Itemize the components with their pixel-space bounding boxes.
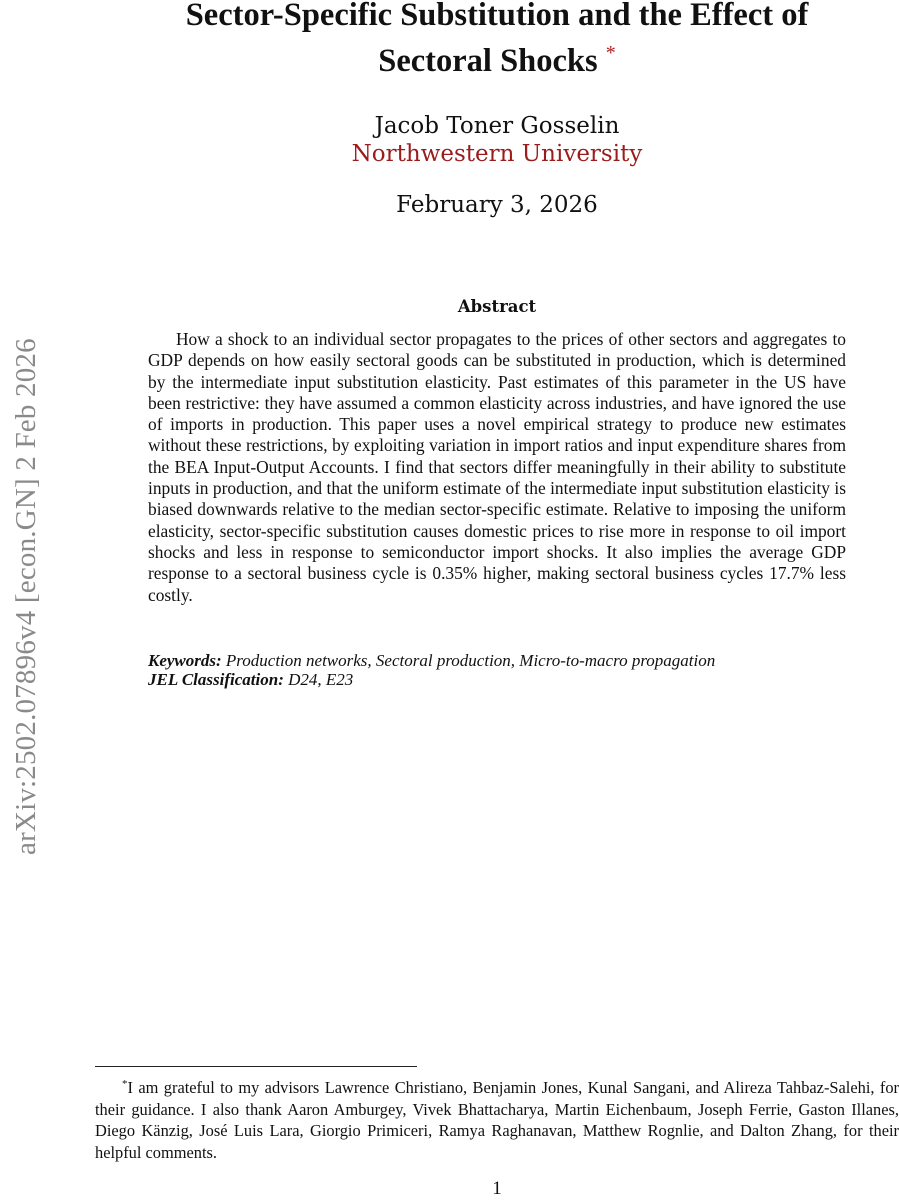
page-number: 1 [492, 1178, 502, 1199]
footnote-mark: * [122, 1078, 128, 1090]
keywords-label: Keywords: [148, 651, 222, 670]
keywords-text: Production networks, Sectoral production, Micro-to-macro propagation [225, 651, 716, 670]
arxiv-identifier-stamp: arXiv:2502.07896v4 [econ.GN] 2 Feb 2026 [10, 338, 42, 855]
abstract-body: How a shock to an individual sector propagates to the prices of other sectors and aggregates to GDP depends on how easily sectoral goods can be substituted in production, which is determined by the intermediate input substitution elasticity. Past estimates of this parameter in the US have been restrictive: they have assumed a common elasticity across industries, and have ignored the use of imports in production. This paper uses a novel empirical strategy to produce new estimates without these restrictions, by exploiting variation in import ratios and input expenditure shares from the BEA Input-Output Accounts. I find that sectors differ meaningfully in their ability to substitute inputs in production, and that the uniform estimate of the intermediate input substitution elasticity is biased downwards relative to the median sector-specific estimate. Relative to imposing the uniform elasticity, sector-specific substitution causes domestic prices to rise more in response to oil import shocks and less in response to semiconductor import shocks. It also implies the average GDP response to a sectoral business cycle is 0.35% higher, making sectoral business cycles 17.7% less costly. [148, 329, 846, 605]
footnote-divider [95, 1066, 417, 1067]
jel-label: JEL Classification: [148, 670, 284, 689]
title-footnote-link[interactable]: * [605, 42, 616, 64]
jel-classification-line [148, 670, 846, 690]
footnote-text: I am grateful to my advisors Lawrence Christiano, Benjamin Jones, Kunal Sangani, and Alireza Tahbaz-Salehi, for their guidance. I also thank Aaron Amburgey, Vivek Bhattacharya, Martin Eichenbaum, Joseph Ferrie, Gaston Illanes, Diego Känzig, José Luis Lara, Giorgio Primiceri, Ramya Raghanavan, Matthew Rognlie, and Dalton Zhang, for their helpful comments. [95, 1078, 899, 1162]
abstract-heading: Abstract [457, 297, 537, 316]
jel-codes: D24, E23 [288, 670, 354, 689]
acknowledgements-footnote [95, 1074, 899, 1163]
author-name: Jacob Toner Gosselin [374, 113, 620, 139]
paper-date: February 3, 2026 [396, 192, 598, 218]
paper-title [95, 0, 899, 80]
title-line-2-text: Sectoral Shocks [378, 43, 598, 79]
title-line-2 [95, 34, 899, 80]
keywords-line [148, 651, 846, 671]
title-line-1: Sector-Specific Substitution and the Effect of [185, 0, 809, 33]
author-affiliation[interactable]: Northwestern University [351, 141, 643, 167]
